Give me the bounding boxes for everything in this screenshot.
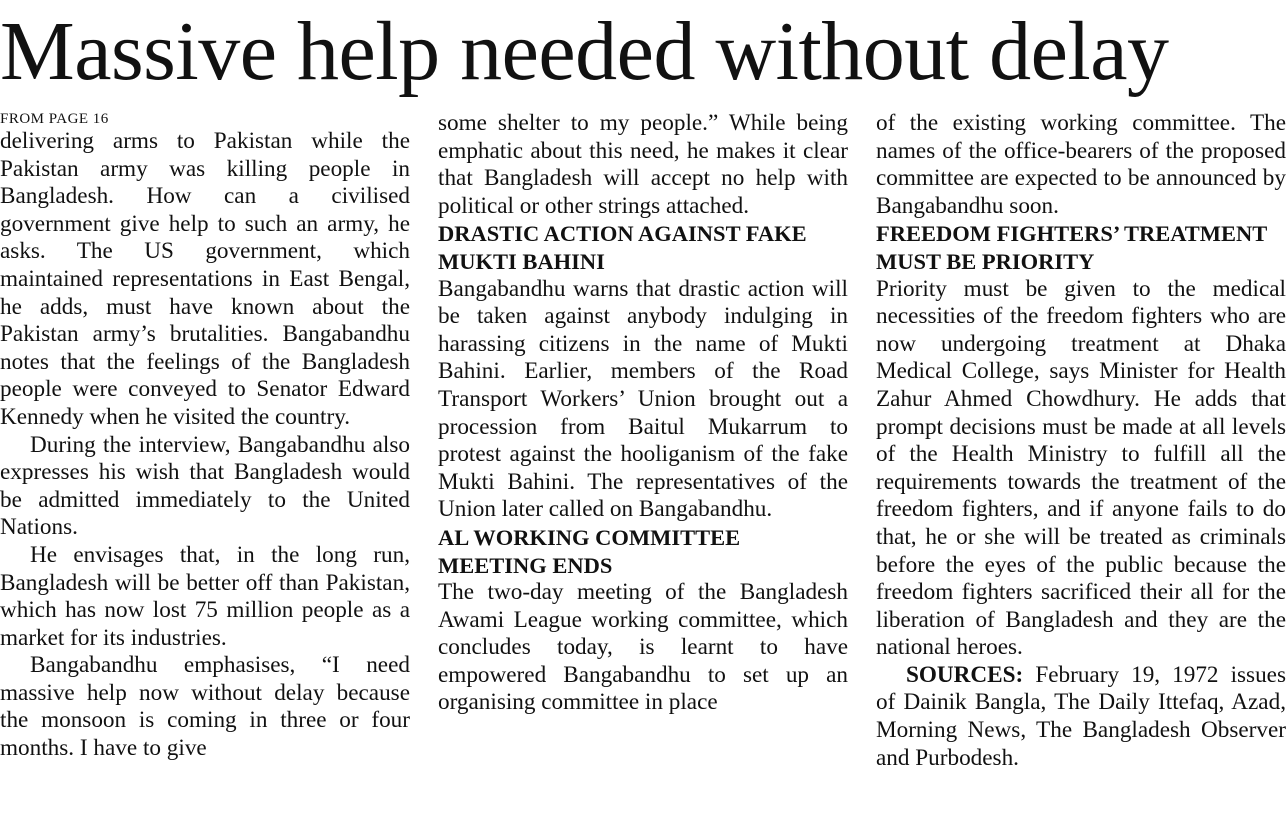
continuation-label: FROM PAGE 16: [0, 111, 109, 127]
paragraph: Bangabandhu warns that drastic action will be taken against anybody indulging in harassing citizens in the name of Mukti Bahini. Earlier, members of the Road Transport Workers’ Union brought out a procession from Baitul Mukarrum to protest against the hooliganism of the fake Mukti Bahini. The representatives of the Union later called on Bangabandhu.: [438, 275, 848, 523]
paragraph: During the interview, Bangabandhu also expresses his wish that Bangladesh would be admitted immediately to the United Nations.: [0, 431, 410, 541]
paragraph: He envisages that, in the long run, Bangladesh will be better off than Pakistan, which has now lost 75 million people as a market for its industries.: [0, 541, 410, 651]
sources-paragraph: [876, 662, 1286, 772]
paragraph: delivering arms to Pakistan while the Pakistan army was killing people in Bangladesh. How can a civilised government give help to such an army, he asks. The US government, which maintained representations in East Bengal, he adds, must have known about the Pakistan army’s brutalities. Bangabandhu notes that the feelings of the Bangladesh people were conveyed to Senator Edward Kennedy when he visited the country.: [0, 128, 410, 430]
article-column-3: [876, 110, 1286, 815]
sources-text: February 19, 1972 issues of Dainik Bangla, The Daily Ittefaq, Azad, Morning News, The Bangladesh Observer and Purbodesh.: [876, 661, 1286, 771]
article-column-2: [438, 110, 848, 815]
paragraph: The two-day meeting of the Bangladesh Awami League working committee, which concludes today, is learnt to have empowered Bangabandhu to set up an organising committee in place: [438, 579, 848, 716]
subheading: AL WORKING COMMITTEE MEETING ENDS: [438, 524, 741, 578]
headline: Massive help needed without delay: [0, 5, 1169, 98]
paragraph: some shelter to my people.” While being emphatic about this need, he makes it clear that Bangladesh will accept no help with political or other strings attached.: [438, 110, 848, 219]
paragraph: of the existing working committee. The names of the office-bearers of the proposed committee are expected to be announced by Bangabandhu soon.: [876, 110, 1286, 219]
subheading: FREEDOM FIGHTERS’ TREATMENT MUST BE PRIORITY: [876, 221, 1267, 274]
paragraph: Priority must be given to the medical necessities of the freedom fighters who are now undergoing treatment at Dhaka Medical College, says Minister for Health Zahur Ahmed Chowdhury. He adds that prompt decisions must be made at all levels of the Health Ministry to fulfill all the requirements towards the treatment of the freedom fighters, and if anyone fails to do that, he or she will be treated as criminals before the eyes of the public because the freedom fighters sacrificed their all for the liberation of Bangladesh and they are the national heroes.: [876, 275, 1286, 661]
sources-label: SOURCES:: [906, 661, 1024, 688]
paragraph: Bangabandhu emphasises, “I need massive help now without delay because the monsoon is coming in three or four months. I have to give: [0, 652, 410, 762]
article-column-1: [0, 110, 410, 815]
subheading: DRASTIC ACTION AGAINST FAKE MUKTI BAHINI: [438, 221, 807, 274]
